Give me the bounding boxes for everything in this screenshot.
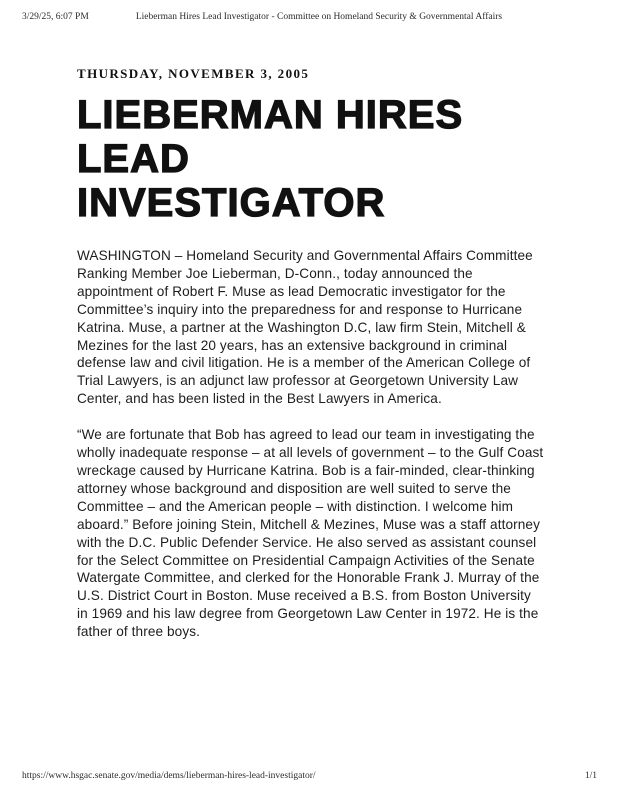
print-page-number: 1/1 (584, 771, 597, 781)
press-release-article (77, 66, 544, 659)
headline-line-2: LEAD (77, 137, 190, 181)
print-footer (0, 771, 618, 785)
article-paragraph-1: WASHINGTON – Homeland Security and Governmental Affairs Committee Ranking Member Joe Lieberman, D-Conn., today announced the appointment of Robert F. Muse as lead Democratic investigator for the Committee’s inquiry into the preparedness for and response to Hurricane Katrina. Muse, a partner at the Washington D.C, law firm Stein, Mitchell & Mezines for the last 20 years, has an extensive background in criminal defense law and civil litigation. He is a member of the American College of Trial Lawyers, is an adjunct law professor at Georgetown University Law Center, and has been listed in the Best Lawyers in America. (77, 248, 533, 407)
article-paragraph-2: “We are fortunate that Bob has agreed to lead our team in investigating the wholly inadequate response – at all levels of government – to the Gulf Coast wreckage caused by Hurricane Katrina. Bob is a fair-minded, clear-thinking attorney whose background and disposition are well suited to serve the Committee – and the American people – with distinction. I welcome him aboard.” Before joining Stein, Mitchell & Mezines, Muse was a staff attorney with the D.C. Public Defender Service. He also served as assistant counsel for the Select Committee on Presidential Campaign Activities of the Senate Watergate Committee, and clerked for the Honorable Frank J. Murray of the U.S. District Court in Boston. Muse received a B.S. from Boston University in 1969 and his law degree from Georgetown Law Center in 1972. He is the father of three boys. (77, 427, 544, 640)
headline-line-1: LIEBERMAN HIRES (77, 93, 464, 137)
print-timestamp: 3/29/25, 6:07 PM (22, 12, 89, 22)
article-headline (77, 93, 544, 225)
print-doc-title: Lieberman Hires Lead Investigator - Committee on Homeland Security & Governmental Affairs (135, 12, 503, 22)
article-dateline: THURSDAY, NOVEMBER 3, 2005 (77, 66, 310, 81)
print-source-url: https://www.hsgac.senate.gov/media/dems/lieberman-hires-lead-investigator/ (22, 771, 316, 781)
headline-line-3: INVESTIGATOR (77, 181, 386, 225)
print-header (0, 12, 618, 26)
